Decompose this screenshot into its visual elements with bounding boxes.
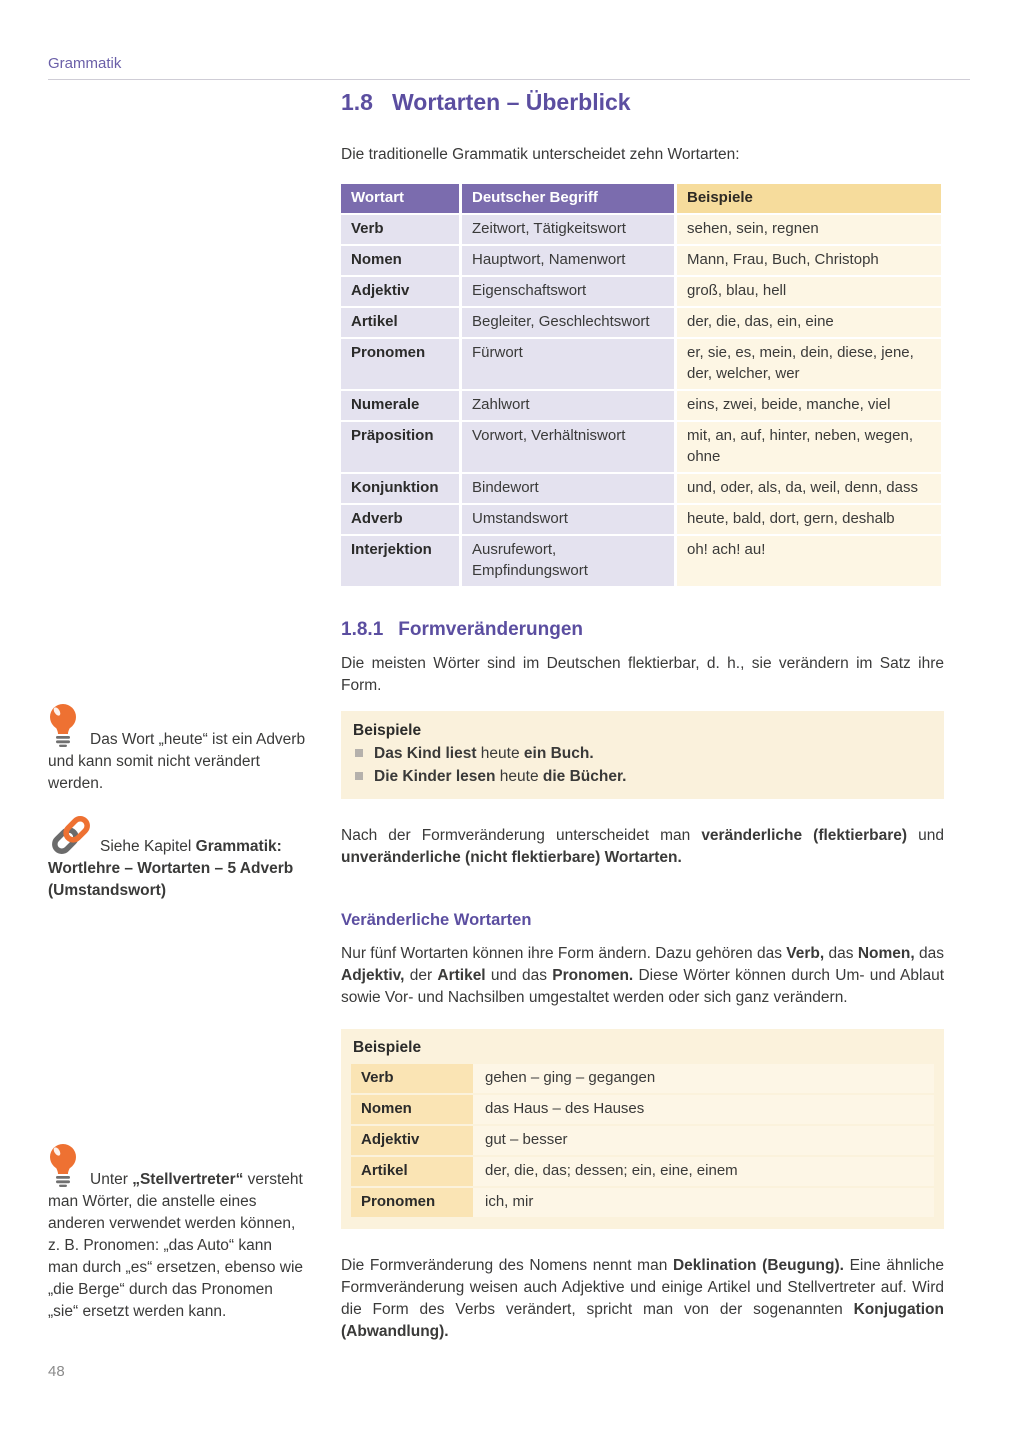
examples-box [341,711,944,799]
lightbulb-icon [48,1143,78,1196]
table-cell: Zeitwort, Tätigkeitswort [462,215,674,244]
table-row [341,474,941,503]
example-item [353,742,932,765]
table-cell: Bindewort [462,474,674,503]
flexion-table-body [351,1064,934,1217]
table-cell: Verb [351,1064,473,1093]
table-row [351,1157,934,1186]
table-cell: Vorwort, Verhältniswort [462,422,674,472]
table-cell: Verb [341,215,459,244]
table-row [341,536,941,586]
table-cell: mit, an, auf, hinter, neben, wegen, ohne [677,422,941,472]
table-cell: Adverb [341,505,459,534]
table-row [341,215,941,244]
table-cell: Zahlwort [462,391,674,420]
column-header-wortart: Wortart [341,184,459,213]
table-cell: Hauptwort, Namenwort [462,246,674,275]
table-cell: Ausrufewort, Empfindungswort [462,536,674,586]
margin-note-stellvertreter [48,1143,306,1323]
header-rule [48,79,970,80]
subsection-number: 1.8.1 [341,619,384,640]
table-cell: groß, blau, hell [677,277,941,306]
table-row [351,1095,934,1124]
body-paragraph: Nur fünf Wortarten können ihre Form ändern. Dazu gehören das Verb, das Nomen, das Adjektiv, der Artikel und das Pronomen. Diese Wörter können durch Um- und Ablaut sowie Vor- und Nachsilben umgestaltet werden oder sich ganz verändern. [341,945,945,1006]
examples-list [353,742,932,788]
section-title [341,88,944,116]
table-cell: Adjektiv [341,277,459,306]
wortarten-table-body [341,215,941,586]
table-header-row [341,184,941,213]
wortarten-table [338,182,944,588]
table-cell: Artikel [351,1157,473,1186]
running-head: Grammatik [48,55,122,72]
table-cell: er, sie, es, mein, dein, diese, jene, der, welcher, wer [677,339,941,389]
table-cell: der, die, das; dessen; ein, eine, einem [473,1157,934,1186]
table-cell: ich, mir [473,1188,934,1217]
table-row [351,1126,934,1155]
table-row [341,422,941,472]
wortarten-table-head [341,184,941,213]
table-cell: Mann, Frau, Buch, Christoph [677,246,941,275]
table-cell: Adjektiv [351,1126,473,1155]
margin-note-crossref [48,812,306,902]
flexion-table [351,1062,934,1219]
example-text: Die Kinder lesen heute die Bücher. [374,768,627,785]
table-cell: Pronomen [351,1188,473,1217]
lightbulb-icon [48,703,78,756]
flexion-examples-box [341,1029,944,1229]
table-row [341,391,941,420]
subheading-veraenderliche: Veränderliche Wortarten [341,911,532,929]
table-cell: Nomen [341,246,459,275]
subsection-title [341,618,944,642]
column-header-begriff: Deutscher Begriff [462,184,674,213]
section-title-text: Wortarten – Überblick [391,89,631,115]
table-cell: der, die, das, ein, eine [677,308,941,337]
table-cell: Nomen [351,1095,473,1124]
examples-box-title: Beispiele [353,722,422,739]
table-cell: Präposition [341,422,459,472]
table-cell: Eigenschaftswort [462,277,674,306]
table-cell: heute, bald, dort, gern, deshalb [677,505,941,534]
example-item [353,765,932,788]
subsection-title-text: Formveränderungen [398,619,584,640]
example-text: Das Kind liest heute ein Buch. [374,745,594,762]
table-cell: Pronomen [341,339,459,389]
section-number: 1.8 [341,89,373,115]
table-cell: sehen, sein, regnen [677,215,941,244]
table-cell: Artikel [341,308,459,337]
table-row [351,1064,934,1093]
table-row [341,505,941,534]
table-cell: Begleiter, Geschlechtswort [462,308,674,337]
table-row [341,246,941,275]
table-cell: Konjunktion [341,474,459,503]
table-cell: das Haus – des Hauses [473,1095,934,1124]
table-cell: gut – besser [473,1126,934,1155]
column-header-beispiele: Beispiele [677,184,941,213]
table-row [341,339,941,389]
table-cell: oh! ach! au! [677,536,941,586]
body-paragraph: Nach der Formveränderung unterscheidet man veränderliche (flektierbare) und unveränderliche (nicht flektierbare) Wortarten. [341,827,945,866]
table-cell: Interjektion [341,536,459,586]
table-cell: Fürwort [462,339,674,389]
table-cell: und, oder, als, da, weil, denn, dass [677,474,941,503]
square-bullet-icon [355,772,363,780]
table-row [341,277,941,306]
margin-note-text: Siehe Kapitel Grammatik: Wortlehre – Wortarten – 5 Adverb (Umstandswort) [48,838,294,899]
margin-note-adverb [48,703,306,795]
square-bullet-icon [355,749,363,757]
table-cell: eins, zwei, beide, manche, viel [677,391,941,420]
margin-note-text: Das Wort „heute“ ist ein Adverb und kann somit nicht verändert werden. [48,731,306,792]
page-number: 48 [48,1363,65,1380]
margin-note-text: Unter „Stellvertreter“ versteht man Wörter, die anstelle eines anderen verwendet werden können, z. B. Pronomen: „das Auto“ kann man durch „es“ ersetzen, ebenso wie „die Berge“ durch das Pronomen „sie“ ersetzt werden kann. [48,1171,304,1320]
table-cell: gehen – ging – gegangen [473,1064,934,1093]
table-row [341,308,941,337]
link-icon [48,812,94,865]
flexion-box-title: Beispiele [353,1039,422,1056]
table-cell: Umstandswort [462,505,674,534]
body-paragraph: Die meisten Wörter sind im Deutschen flektierbar, d. h., sie verändern im Satz ihre Form. [341,655,944,694]
body-paragraph: Die Formveränderung des Nomens nennt man Deklination (Beugung). Eine ähnliche Formveränderung weisen auch Adjektive und einige Artikel und Stellvertreter auf. Wird die Form des Verbs verändert, spricht man von der sogenannten Konjugation (Abwandlung). [341,1257,944,1340]
table-cell: Numerale [341,391,459,420]
main-column [341,88,944,1357]
intro-paragraph: Die traditionelle Grammatik unterscheidet zehn Wortarten: [341,146,740,163]
table-row [351,1188,934,1217]
